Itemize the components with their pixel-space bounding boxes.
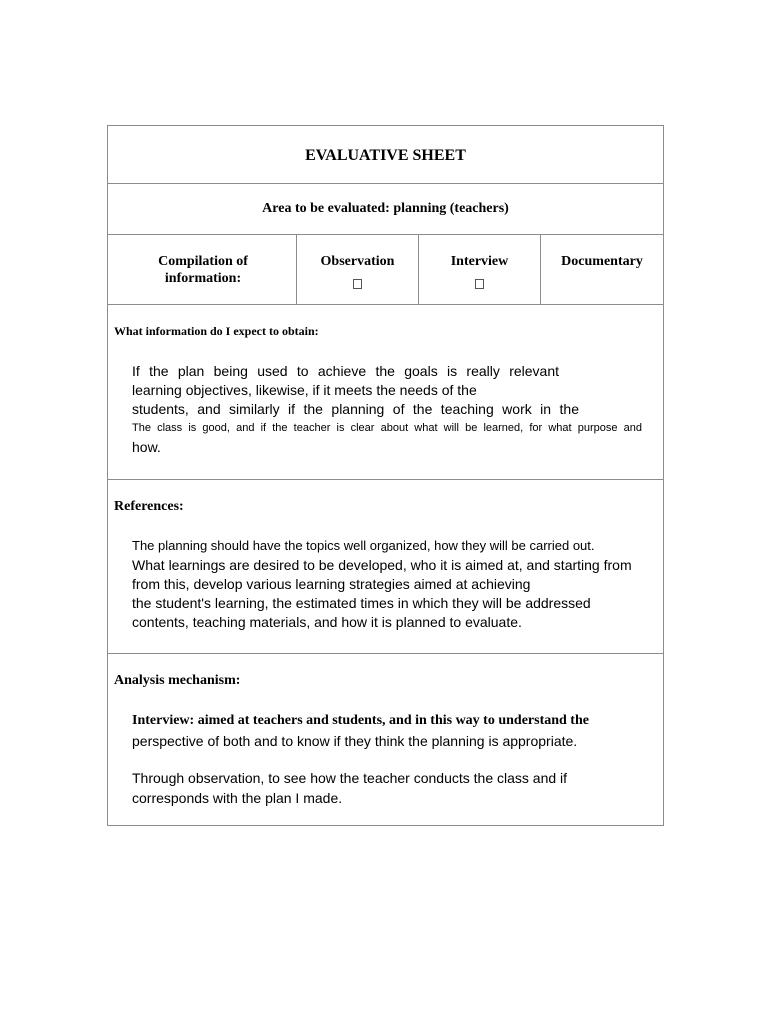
methods-row bbox=[108, 234, 663, 304]
area-to-evaluate: Area to be evaluated: planning (teachers) bbox=[262, 201, 509, 216]
interview-label: Interview bbox=[450, 254, 509, 269]
documentary-cell bbox=[540, 235, 663, 304]
evaluative-sheet-table bbox=[107, 125, 664, 826]
compilation-label: Compilation of information: bbox=[158, 254, 248, 286]
interview-checkbox[interactable] bbox=[475, 279, 484, 289]
expected-information-heading: What information do I expect to obtain: bbox=[114, 324, 319, 338]
references-section bbox=[108, 479, 663, 653]
area-row bbox=[108, 183, 663, 234]
analysis-mechanism-section bbox=[108, 653, 663, 827]
interview-cell bbox=[418, 235, 540, 304]
expected-information-section bbox=[108, 304, 663, 479]
documentary-label: Documentary bbox=[561, 254, 643, 269]
references-heading: References: bbox=[114, 499, 184, 514]
analysis-mechanism-heading: Analysis mechanism: bbox=[114, 673, 241, 688]
observation-label: Observation bbox=[320, 254, 395, 269]
title-row bbox=[108, 126, 663, 183]
references-text: The planning should have the topics well organized, how they will be carried out. What learnings are desired to be developed, who it is aimed at, and starting from from this, develop various learning strategies aimed at achieving the student's learning, the estimated times in which they will be addressed contents, teaching materials, and how it is planned to evaluate. bbox=[132, 538, 632, 630]
observation-cell bbox=[296, 235, 418, 304]
observation-checkbox[interactable] bbox=[353, 279, 362, 289]
sheet-title: EVALUATIVE SHEET bbox=[305, 147, 466, 164]
expected-information-text: If the plan being used to achieve the goals is really relevant learning objectives, likewise, if it meets the needs of the students, and similarly if the planning of the teaching work in the The class is good, and if the teacher is clear about what will be learned, for what purpose and how. bbox=[132, 363, 642, 455]
compilation-cell bbox=[108, 235, 296, 304]
observation-mechanism-text: Through observation, to see how the teacher conducts the class and if corresponds with the plan I made. bbox=[132, 770, 568, 806]
interview-mechanism-text: Interview: aimed at teachers and students, and in this way to understand the perspective of both and to know if they think the planning is appropriate. bbox=[132, 713, 589, 749]
